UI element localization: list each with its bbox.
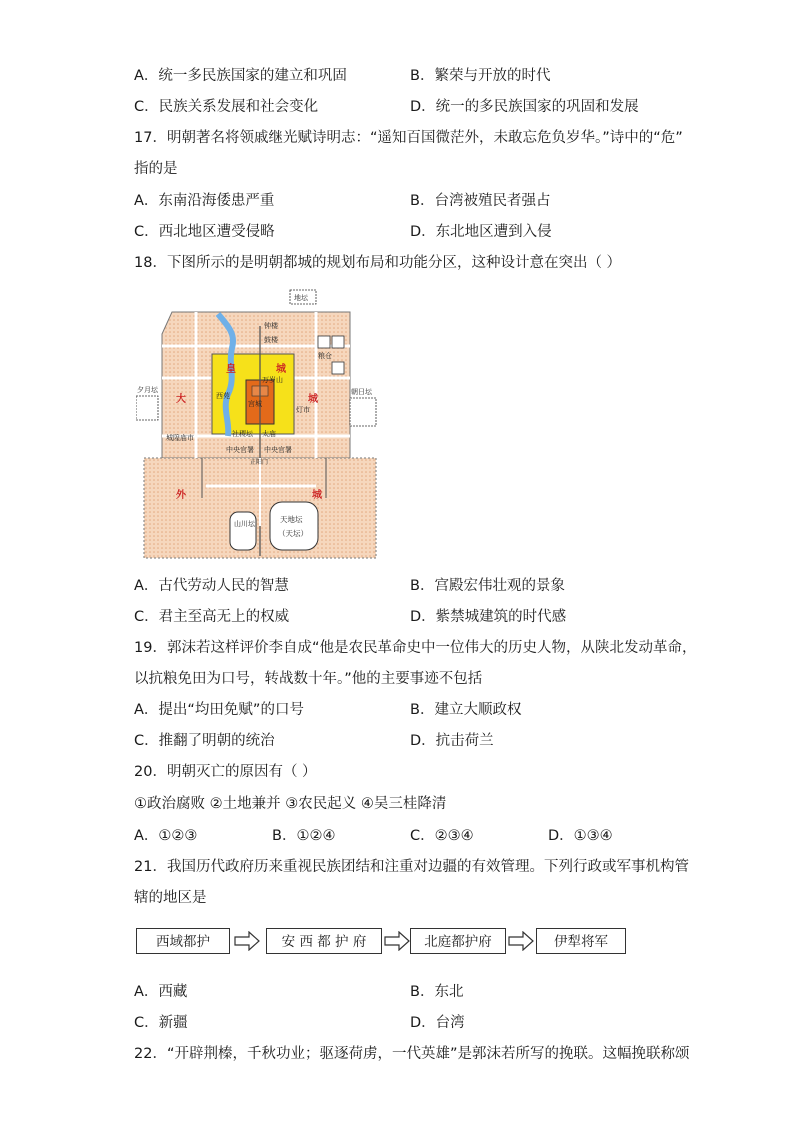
map-label-central-office-1: 中央官署 bbox=[226, 446, 254, 454]
map-label-gulou: 鼓楼 bbox=[264, 336, 278, 344]
q20-option-b: B．①②④ bbox=[272, 828, 336, 844]
arrow-right-icon bbox=[384, 931, 410, 951]
arrow-right-icon bbox=[234, 931, 260, 951]
map-label-cheng-imperial: 城 bbox=[276, 364, 286, 375]
map-label-wansuishan: 万岁山 bbox=[262, 376, 283, 384]
q16-option-c: C．民族关系发展和社会变化 bbox=[134, 99, 319, 115]
q16-option-b: B．繁荣与开放的时代 bbox=[410, 68, 551, 84]
map-label-cheng-outer: 城 bbox=[312, 490, 322, 501]
map-label-granary: 粮仓 bbox=[318, 352, 332, 360]
q21-stem-line1: 21．我国历代政府历来重视民族团结和注重对边疆的有效管理。下列行政或军事机构管 bbox=[134, 859, 689, 875]
q22-stem-line1: 22．“开辟荆榛，千秋功业；驱逐荷虏，一代英雄”是郭沫若所写的挽联。这幅挽联称颂 bbox=[134, 1046, 690, 1062]
q19-option-d: D．抗击荷兰 bbox=[410, 733, 494, 749]
map-label-xiyuetan: 夕月坛 bbox=[137, 386, 158, 394]
flow-box-yili-jiangjun: 伊犁将军 bbox=[536, 928, 626, 954]
q18-option-b: B．宫殿宏伟壮观的景象 bbox=[410, 578, 565, 594]
map-label-wai: 外 bbox=[176, 490, 186, 501]
q21-option-c: C．新疆 bbox=[134, 1015, 188, 1031]
map-label-tiantan: （天坛） bbox=[278, 529, 308, 538]
q19-option-c: C．推翻了明朝的统治 bbox=[134, 733, 275, 749]
q18-stem: 18．下图所示的是明朝都城的规划布局和功能分区，这种设计意在突出（ ） bbox=[134, 255, 622, 271]
q17-option-c: C．西北地区遭受侵略 bbox=[134, 224, 275, 240]
beijing-city-map bbox=[136, 286, 384, 564]
q18-option-c: C．君主至高无上的权威 bbox=[134, 609, 290, 625]
q21-stem-line2: 辖的地区是 bbox=[134, 890, 207, 906]
q20-option-d: D．①③④ bbox=[548, 828, 613, 844]
map-label-zhengyangmen: 正阳门 bbox=[250, 459, 269, 466]
map-label-da: 大 bbox=[176, 394, 186, 405]
q17-option-b: B．台湾被殖民者强占 bbox=[410, 193, 551, 209]
q19-option-b: B．建立大顺政权 bbox=[410, 702, 522, 718]
q21-option-b: B．东北 bbox=[410, 984, 464, 1000]
map-label-chaoritan: 朝日坛 bbox=[351, 388, 372, 396]
q19-option-a: A．提出“均田免赋”的口号 bbox=[134, 702, 304, 718]
institution-flowchart bbox=[134, 924, 634, 964]
q18-option-d: D．紫禁城建筑的时代感 bbox=[410, 609, 567, 625]
q18-option-a: A．古代劳动人民的智慧 bbox=[134, 578, 289, 594]
q17-stem-line1: 17．明朝著名将领戚继光赋诗明志：“遥知百国微茫外，未敢忘危负岁华。”诗中的“危” bbox=[134, 130, 683, 146]
map-label-tianditan: 天地坛 bbox=[280, 515, 303, 524]
flow-box-beiting-duhufu: 北庭都护府 bbox=[410, 928, 506, 954]
q20-stem: 20．明朝灭亡的原因有（ ） bbox=[134, 764, 317, 780]
map-label-central-office-2: 中央官署 bbox=[264, 446, 292, 454]
q20-option-a: A．①②③ bbox=[134, 828, 198, 844]
map-label-cheng-inner: 城 bbox=[308, 394, 318, 405]
map-label-chenghuangmiao: 城隍庙市 bbox=[166, 434, 194, 442]
arrow-right-icon bbox=[508, 931, 534, 951]
q19-stem-line1: 19．郭沫若这样评价李自成“他是农民革命史中一位伟大的历史人物，从陕北发动革命， bbox=[134, 640, 697, 656]
map-label-zhonglou: 钟楼 bbox=[264, 322, 278, 330]
map-label-taimiao: 太庙 bbox=[262, 430, 276, 438]
q16-option-d: D．统一的多民族国家的巩固和发展 bbox=[410, 99, 639, 115]
q17-stem-line2: 指的是 bbox=[134, 161, 178, 177]
map-label-palace: 宫城 bbox=[248, 400, 262, 408]
map-label-dengshi: 灯市 bbox=[296, 406, 310, 414]
map-label-shanchuantan: 山川坛 bbox=[234, 520, 255, 528]
q17-option-a: A．东南沿海倭患严重 bbox=[134, 193, 275, 209]
q21-option-d: D．台湾 bbox=[410, 1015, 465, 1031]
map-label-shejitan: 社稷坛 bbox=[232, 430, 253, 438]
q21-option-a: A．西藏 bbox=[134, 984, 188, 1000]
q16-option-a: A．统一多民族国家的建立和巩固 bbox=[134, 68, 347, 84]
q17-option-d: D．东北地区遭到入侵 bbox=[410, 224, 552, 240]
map-label-xiyuan: 西苑 bbox=[216, 392, 230, 400]
q20-option-c: C．②③④ bbox=[410, 828, 474, 844]
map-label-huang: 皇 bbox=[226, 364, 236, 375]
q20-items: ①政治腐败 ②土地兼并 ③农民起义 ④吴三桂降清 bbox=[134, 796, 447, 812]
map-label-ditan: 地坛 bbox=[294, 294, 308, 302]
q19-stem-line2: 以抗粮免田为口号，转战数十年。”他的主要事迹不包括 bbox=[134, 671, 483, 687]
flow-box-xiyu-duhu: 西域都护 bbox=[136, 928, 230, 954]
flow-box-anxi-duhufu: 安 西 都 护 府 bbox=[266, 928, 382, 954]
